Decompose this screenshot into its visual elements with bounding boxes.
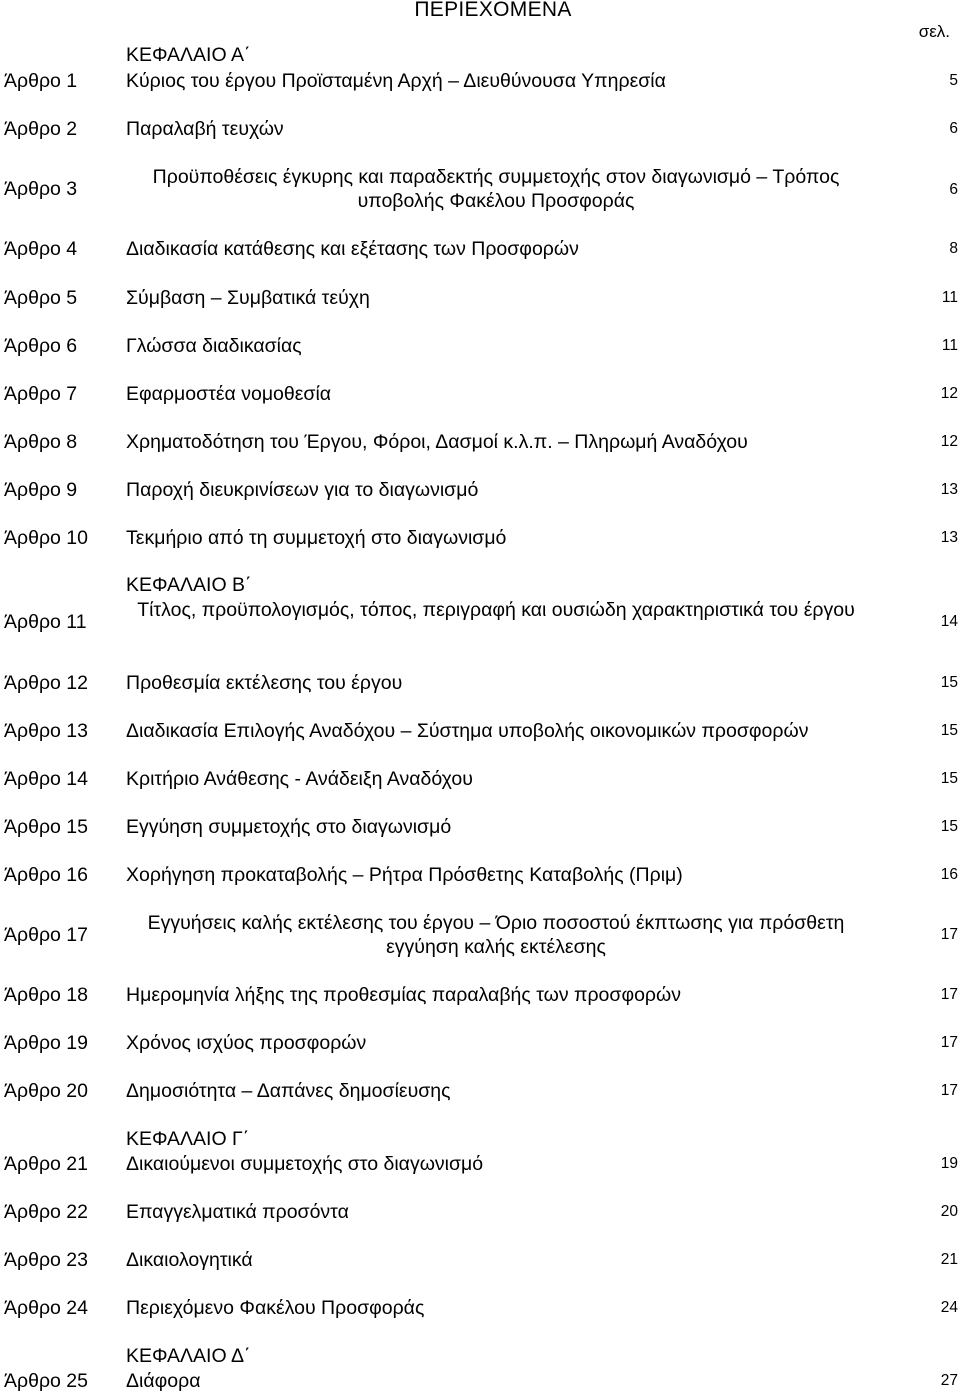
toc-article-title: Δημοσιότητα – Δαπάνες δημοσίευσης xyxy=(126,1080,451,1102)
toc-page-number: 13 xyxy=(940,481,958,498)
toc-article-number: Άρθρο 8 xyxy=(4,431,78,453)
toc-article-title: Χρηματοδότηση του Έργου, Φόροι, Δασμοί κ.λ.π. – Πληρωμή Αναδόχου xyxy=(126,431,748,453)
toc-article-title: Διαδικασία Επιλογής Αναδόχου – Σύστημα υποβολής οικονομικών προσφορών xyxy=(126,720,809,742)
toc-article-number: Άρθρο 21 xyxy=(4,1153,88,1175)
toc-page-number: 11 xyxy=(941,337,958,354)
toc-article-number: Άρθρο 24 xyxy=(4,1297,88,1319)
toc-article-number: Άρθρο 25 xyxy=(4,1370,88,1392)
toc-page-number: 8 xyxy=(949,240,958,257)
toc-article-title: Γλώσσα διαδικασίας xyxy=(126,335,302,357)
page-title: ΠΕΡΙΕΧΟΜΕΝΑ xyxy=(414,0,572,21)
toc-article-number: Άρθρο 12 xyxy=(4,672,88,694)
toc-article-number: Άρθρο 11 xyxy=(4,611,87,633)
toc-article-title: Προϋποθέσεις έγκυρης και παραδεκτής συμμετοχής στον διαγωνισμό – Τρόπος υποβολής Φακέλου Προσφοράς xyxy=(152,166,840,212)
toc-article-number: Άρθρο 6 xyxy=(4,335,78,357)
toc-article-number: Άρθρο 18 xyxy=(4,984,88,1006)
toc-article-number: Άρθρο 20 xyxy=(4,1080,88,1102)
toc-page-number: 17 xyxy=(940,986,958,1003)
page-column-label: σελ. xyxy=(918,22,950,41)
toc-article-number: Άρθρο 17 xyxy=(4,924,88,946)
toc-page-number: 17 xyxy=(940,926,958,943)
toc-page-number: 6 xyxy=(949,120,958,137)
toc-article-title: Δικαιολογητικά xyxy=(126,1249,253,1271)
toc-chapter-heading: ΚΕΦΑΛΑΙΟ Γ΄ xyxy=(126,1128,250,1150)
toc-page-number: 20 xyxy=(940,1203,958,1220)
toc-article-number: Άρθρο 4 xyxy=(4,238,78,260)
toc-article-title: Χρόνος ισχύος προσφορών xyxy=(126,1032,367,1054)
toc-chapter-heading: ΚΕΦΑΛΑΙΟ Α΄ xyxy=(126,44,251,66)
toc-article-title: Επαγγελματικά προσόντα xyxy=(126,1201,349,1223)
toc-article-title: Παροχή διευκρινίσεων για το διαγωνισμό xyxy=(126,479,479,501)
toc-article-number: Άρθρο 15 xyxy=(4,816,88,838)
toc-page-number: 17 xyxy=(940,1082,958,1099)
toc-article-title: Ημερομηνία λήξης της προθεσμίας παραλαβής των προσφορών xyxy=(126,984,681,1006)
toc-article-title: Περιεχόμενο Φακέλου Προσφοράς xyxy=(126,1297,425,1319)
toc-article-number: Άρθρο 3 xyxy=(4,178,78,200)
toc-page-number: 11 xyxy=(941,289,958,306)
toc-article-number: Άρθρο 16 xyxy=(4,864,88,886)
toc-page-number: 24 xyxy=(940,1299,958,1316)
toc-page-number: 15 xyxy=(940,818,958,835)
toc-article-title: Σύμβαση – Συμβατικά τεύχη xyxy=(126,287,370,309)
toc-page-number: 19 xyxy=(940,1155,958,1172)
toc-article-title: Τίτλος, προϋπολογισμός, τόπος, περιγραφή και ουσιώδη χαρακτηριστικά του έργου xyxy=(137,599,855,621)
toc-article-title: Κριτήριο Ανάθεσης - Ανάδειξη Αναδόχου xyxy=(126,768,473,790)
toc-article-number: Άρθρο 2 xyxy=(4,118,78,140)
toc-article-title: Εγγυήσεις καλής εκτέλεσης του έργου – Όριο ποσοστού έκπτωσης για πρόσθετη εγγύηση καλής εκτέλεσης xyxy=(147,912,845,958)
toc-page-number: 16 xyxy=(940,866,958,883)
toc-article-number: Άρθρο 14 xyxy=(4,768,88,790)
toc-article-title: Διαδικασία κατάθεσης και εξέτασης των Προσφορών xyxy=(126,238,579,260)
toc-article-title: Διάφορα xyxy=(126,1370,201,1392)
toc-article-title: Χορήγηση προκαταβολής – Ρήτρα Πρόσθετης Καταβολής (Πριμ) xyxy=(126,864,683,886)
toc-article-title: Εφαρμοστέα νομοθεσία xyxy=(126,383,332,405)
toc-page-number: 15 xyxy=(940,674,958,691)
toc-page-number: 12 xyxy=(940,433,958,450)
toc-article-title: Παραλαβή τευχών xyxy=(126,118,284,140)
toc-article-number: Άρθρο 13 xyxy=(4,720,88,742)
toc-page-number: 21 xyxy=(940,1251,958,1268)
toc-article-number: Άρθρο 9 xyxy=(4,479,78,501)
toc-article-title: Τεκμήριο από τη συμμετοχή στο διαγωνισμό xyxy=(126,527,507,549)
toc-article-title: Προθεσμία εκτέλεσης του έργου xyxy=(126,672,403,694)
toc-page-number: 15 xyxy=(940,770,958,787)
toc-page-number: 14 xyxy=(940,613,958,630)
toc-article-number: Άρθρο 22 xyxy=(4,1201,88,1223)
toc-article-number: Άρθρο 23 xyxy=(4,1249,88,1271)
toc-article-number: Άρθρο 7 xyxy=(4,383,78,405)
toc-page-number: 13 xyxy=(940,529,958,546)
toc-page-number: 5 xyxy=(949,72,958,89)
toc-article-title: Εγγύηση συμμετοχής στο διαγωνισμό xyxy=(126,816,452,838)
toc-chapter-heading: ΚΕΦΑΛΑΙΟ Β΄ xyxy=(126,574,252,596)
toc-article-number: Άρθρο 5 xyxy=(4,287,78,309)
toc-page-number: 12 xyxy=(940,385,958,402)
toc-article-number: Άρθρο 19 xyxy=(4,1032,88,1054)
toc-article-number: Άρθρο 1 xyxy=(4,70,78,92)
toc-page-number: 15 xyxy=(940,722,958,739)
toc-chapter-heading: ΚΕΦΑΛΑΙΟ Δ΄ xyxy=(126,1345,251,1367)
toc-article-number: Άρθρο 10 xyxy=(4,527,88,549)
toc-page-number: 17 xyxy=(940,1034,958,1051)
toc-article-title: Κύριος του έργου Προϊσταμένη Αρχή – Διευθύνουσα Υπηρεσία xyxy=(126,70,666,92)
toc-article-title: Δικαιούμενοι συμμετοχής στο διαγωνισμό xyxy=(126,1153,484,1175)
toc-page-number: 6 xyxy=(949,181,958,198)
toc-page-number: 27 xyxy=(940,1372,958,1389)
